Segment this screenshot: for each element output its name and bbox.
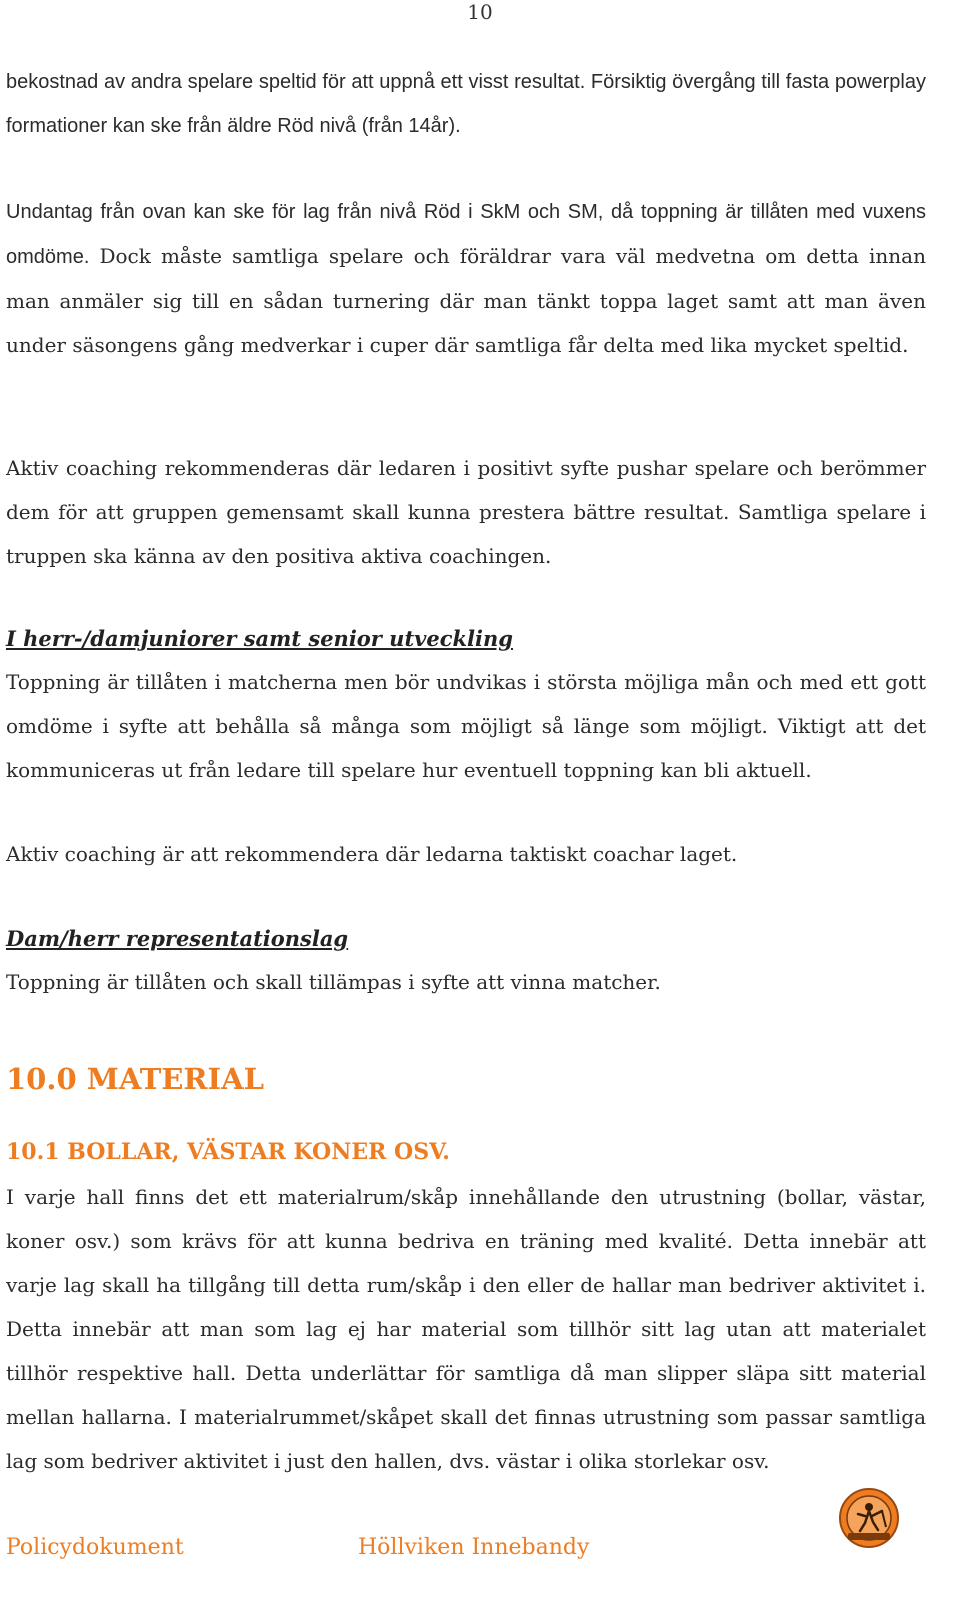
paragraph-2 <box>6 189 926 367</box>
footer-document-title: Policydokument <box>6 1535 184 1560</box>
club-logo-icon <box>838 1487 900 1549</box>
paragraph-4: Toppning är tillåten i matcherna men bör undvikas i största möjliga mån och med ett gott omdöme i syfte att behålla så många som möjligt så länge som möjligt. Viktigt att det kommuniceras ut från ledare till spelare hur eventuell toppning kan bli aktuell. <box>6 670 926 782</box>
subheading-representation: Dam/herr representationslag <box>6 926 349 951</box>
subheading-juniors: I herr-/damjuniorer samt senior utveckling <box>6 626 513 651</box>
paragraph-3: Aktiv coaching rekommenderas där ledaren i positivt syfte pushar spelare och berömmer dem för att gruppen gemensamt skall kunna prestera bättre resultat. Samtliga spelare i truppen ska känna av den positiva aktiva coachingen. <box>6 456 926 568</box>
page-number: 10 <box>467 0 493 24</box>
paragraph-5: Aktiv coaching är att rekommendera där ledarna taktiskt coachar laget. <box>6 842 738 866</box>
subsection-heading: 10.1 BOLLAR, VÄSTAR KONER OSV. <box>6 1139 450 1165</box>
paragraph-1: bekostnad av andra spelare speltid för att uppnå ett visst resultat. Försiktig övergång till fasta powerplay formationer kan ske från äldre Röd nivå (från 14år). <box>6 71 926 137</box>
paragraph-2-start: Undantag från ovan kan ske för lag från nivå Röd i SkM och SM, då toppning är tillåten med vuxens omdöme. <box>6 201 926 268</box>
footer-club-name: Höllviken Innebandy <box>358 1535 590 1560</box>
paragraph-2-rest: Dock måste samtliga spelare och föräldrar vara väl medvetna om detta innan man anmäler sig till en sådan turnering där man tänkt toppa laget samt att man även under säsongens gång medverkar i cuper där samtliga får delta med lika mycket speltid. <box>6 244 926 357</box>
paragraph-6: Toppning är tillåten och skall tillämpas i syfte att vinna matcher. <box>6 970 661 994</box>
section-heading: 10.0 MATERIAL <box>6 1062 264 1096</box>
paragraph-7: I varje hall finns det ett materialrum/skåp innehållande den utrustning (bollar, västar, koner osv.) som krävs för att kunna bedriva en träning med kvalité. Detta innebär att varje lag skall ha tillgång till detta rum/skåp i den eller de hallar man bedriver aktivitet i. Detta innebär att man som lag ej har material som tillhör sitt lag utan att materialet tillhör respektive hall. Detta underlättar för samtliga då man slipper släpa sitt material mellan hallarna. I materialrummet/skåpet skall det finnas utrustning som passar samtliga lag som bedriver aktivitet i just den hallen, dvs. västar i olika storlekar osv. <box>6 1185 926 1473</box>
